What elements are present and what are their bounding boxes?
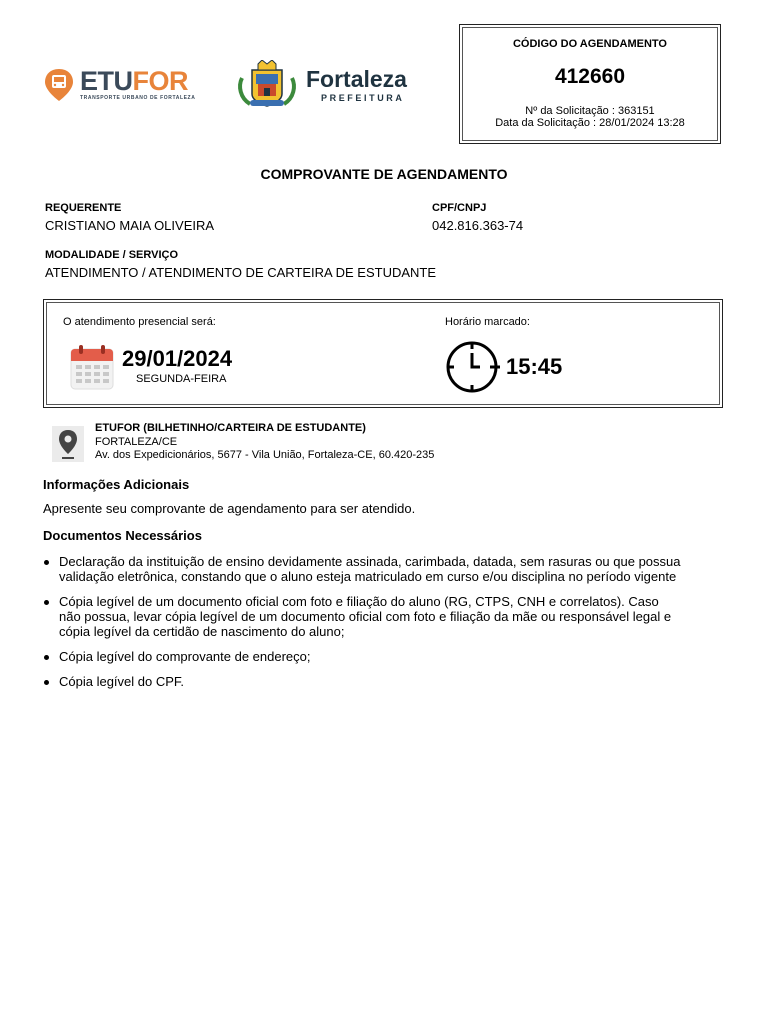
request-date: Data da Solicitação : 28/01/2024 13:28 (495, 117, 685, 129)
location-address: Av. dos Expedicionários, 5677 - Vila União, Fortaleza-CE, 60.420-235 (95, 449, 435, 461)
code-title: CÓDIGO DO AGENDAMENTO (512, 38, 667, 50)
list-item (43, 594, 733, 639)
location-name: ETUFOR (BILHETINHO/CARTEIRA DE ESTUDANTE) (95, 422, 366, 434)
bullet-icon (44, 655, 49, 660)
etufor-tagline: TRANSPORTE URBANO DE FORTALEZA (80, 95, 196, 101)
list-item-line: Cópia legível do CPF. (59, 674, 185, 689)
calendar-icon (70, 344, 114, 390)
appointment-box (43, 299, 723, 408)
request-number: Nº da Solicitação : 363151 (525, 105, 655, 117)
etufor-wordmark: ETUFOR (80, 66, 188, 96)
service-label: MODALIDADE / SERVIÇO (45, 249, 179, 261)
list-item-line: cópia legível da certidão de nascimento do aluno; (59, 624, 345, 639)
document-title: COMPROVANTE DE AGENDAMENTO (260, 166, 508, 182)
service-value: ATENDIMENTO / ATENDIMENTO DE CARTEIRA DE ESTUDANTE (45, 265, 437, 280)
fortaleza-logo (236, 60, 426, 108)
list-item-line: Cópia legível de um documento oficial com foto e filiação do aluno (RG, CTPS, CNH e correlatos). Caso (59, 594, 659, 609)
list-item-line: validação eletrônica, constando que o aluno esteja matriculado em curso e/ou disciplina no período vigente (59, 569, 677, 584)
requester-label: REQUERENTE (45, 202, 122, 214)
required-docs-list (43, 554, 733, 699)
bus-pin-icon (44, 68, 74, 102)
additional-info-text: Apresente seu comprovante de agendamento para ser atendido. (43, 501, 416, 516)
fortaleza-wordmark: Fortaleza (306, 66, 407, 92)
appointment-code: 412660 (554, 65, 626, 88)
location-city: FORTALEZA/CE (95, 436, 178, 448)
map-pin-icon (52, 426, 84, 462)
list-item-line: Declaração da instituição de ensino devidamente assinada, carimbada, datada, sem rasuras ou que possua (59, 554, 681, 569)
list-item-line: Cópia legível do comprovante de endereço; (59, 649, 311, 664)
clock-icon (444, 341, 504, 393)
cpf-value: 042.816.363-74 (432, 218, 524, 233)
list-item (43, 649, 733, 664)
list-item (43, 554, 733, 584)
bullet-icon (44, 600, 49, 605)
bullet-icon (44, 680, 49, 685)
appointment-code-box (459, 24, 721, 144)
appointment-weekday: SEGUNDA-FEIRA (136, 373, 227, 385)
required-docs-title: Documentos Necessários (43, 528, 202, 543)
date-label: O atendimento presencial será: (63, 316, 216, 328)
prefeitura-wordmark: PREFEITURA (321, 93, 405, 103)
list-item (43, 674, 733, 689)
additional-info-title: Informações Adicionais (43, 477, 190, 492)
etufor-logo (44, 66, 204, 104)
appointment-date: 29/01/2024 (122, 346, 233, 371)
list-item-line: não possua, levar cópia legível de um documento oficial com foto e filiação da mãe ou responsável legal e (59, 609, 672, 624)
requester-name: CRISTIANO MAIA OLIVEIRA (45, 218, 215, 233)
cpf-label: CPF/CNPJ (432, 202, 487, 214)
time-label: Horário marcado: (445, 316, 530, 328)
bullet-icon (44, 560, 49, 565)
fortaleza-seal-icon (236, 60, 298, 108)
appointment-time: 15:45 (506, 354, 563, 379)
